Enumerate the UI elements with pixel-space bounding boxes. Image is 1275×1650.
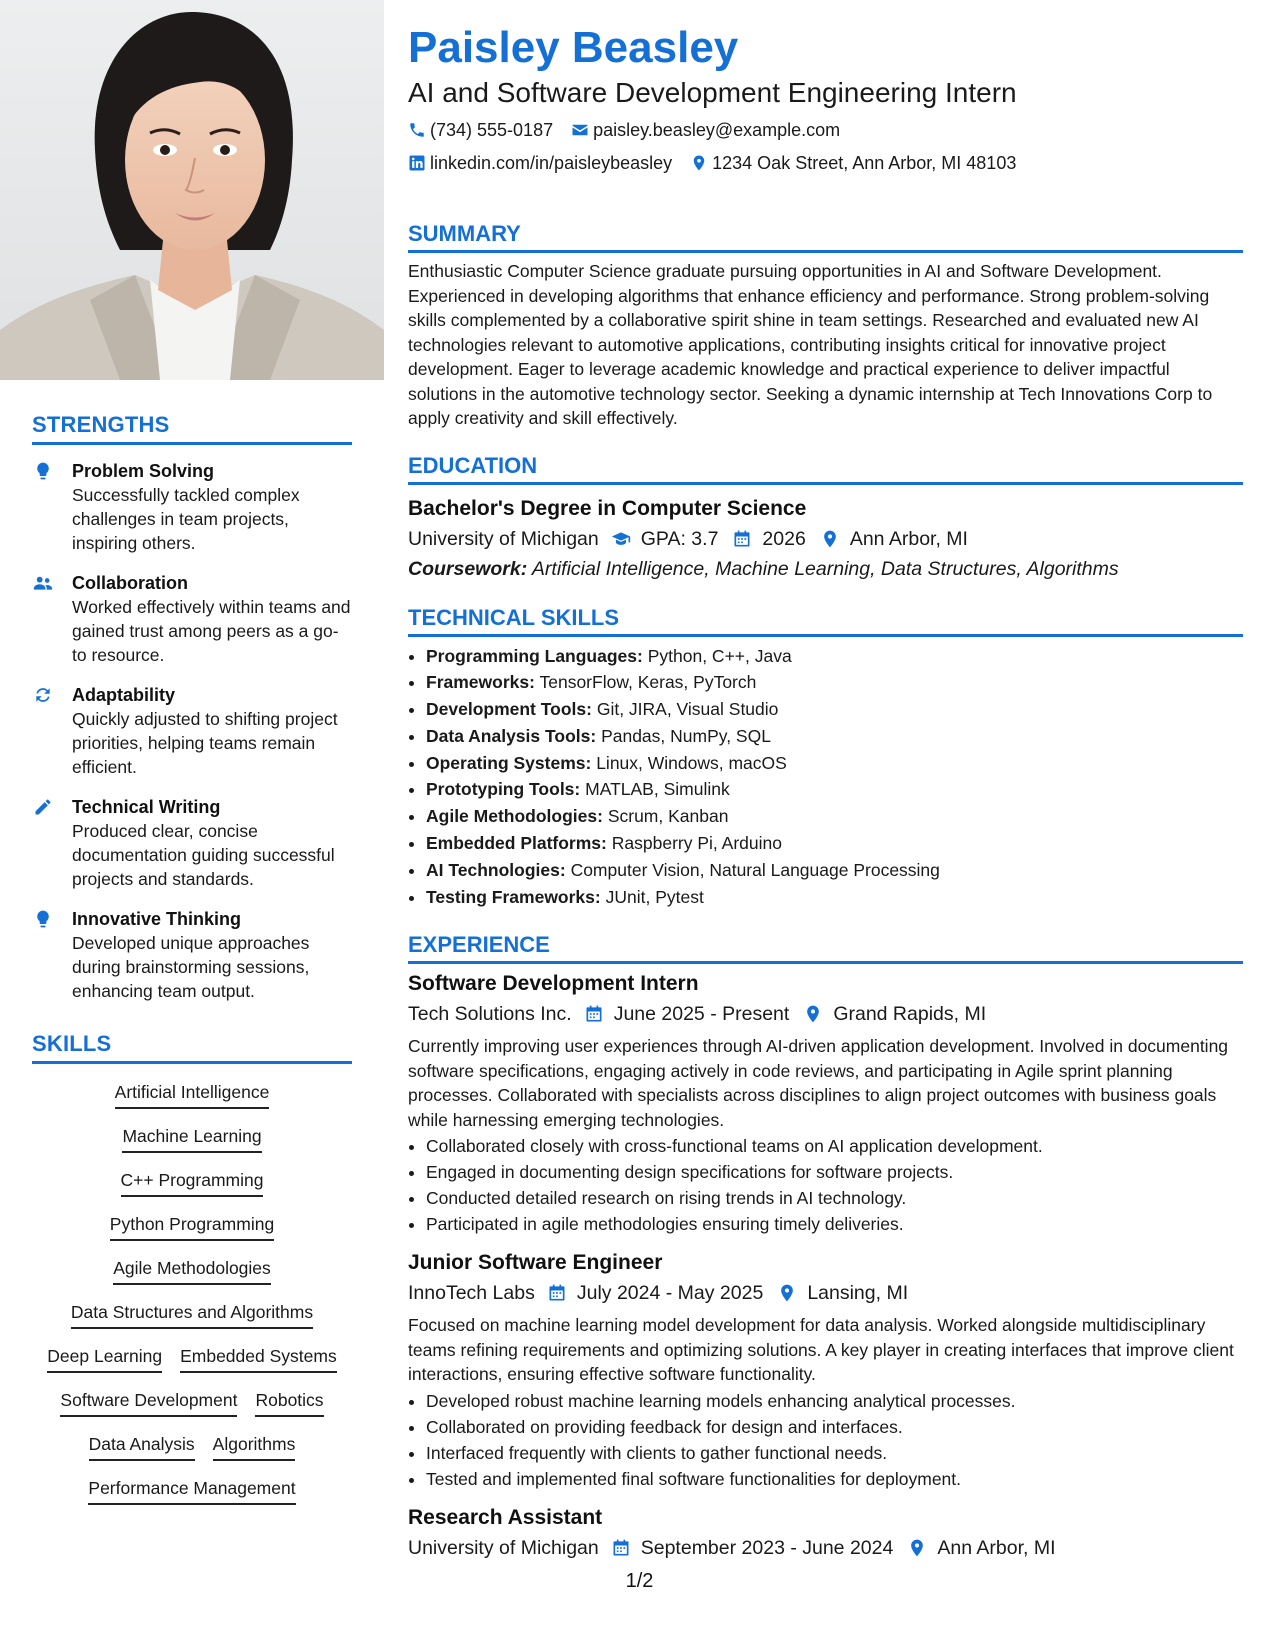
left-content (32, 412, 352, 1520)
skills-row (60, 1388, 323, 1417)
lightbulb-icon (32, 907, 72, 1003)
technical-skills-section (408, 605, 1243, 911)
strength-body (72, 571, 352, 667)
candidate-role: AI and Software Development Engineering Intern (408, 77, 1017, 108)
skills-row (115, 1080, 270, 1109)
technical-skill-value: Git, JIRA, Visual Studio (596, 699, 779, 720)
technical-skill-value: Scrum, Kanban (607, 806, 729, 827)
address-text: 1234 Oak Street, Ann Arbor, MI 48103 (712, 153, 1017, 173)
summary-text: Enthusiastic Computer Science graduate pursuing opportunities in AI and Software Development. Experienced in developing algorithms that enhance efficiency and performance. Strong problem-solving skills complemented by a collaborative spirit shine in team settings. Researched and evaluated new AI technologies relevant to automotive applications, contributing insights critical for innovative project development. Eager to leverage academic knowledge and practical experience to deliver impactful solutions in the automotive technology sector. Seeking a dynamic internship at Tech Innovations Corp to apply creativity and skill effectively. (408, 261, 1213, 428)
technical-skills-list (408, 643, 1243, 911)
job-location: Ann Arbor, MI (907, 1534, 1055, 1562)
strength-item (32, 459, 352, 555)
technical-skill-label: AI Technologies: (426, 859, 566, 880)
company-name: InnoTech Labs (408, 1282, 535, 1305)
address-contact (690, 151, 1016, 175)
page-number: 1/2 (625, 1570, 654, 1592)
calendar-icon (611, 1538, 631, 1558)
skill-tag: Python Programming (110, 1212, 274, 1241)
profile-photo (0, 0, 384, 380)
graduation-cap-icon (611, 529, 631, 549)
skills-row (122, 1124, 261, 1153)
strength-desc: Developed unique approaches during brainstorming sessions, enhancing team output. (72, 933, 310, 1001)
technical-skill-item (426, 669, 1243, 696)
technical-skill-value: MATLAB, Simulink (585, 779, 730, 800)
map-pin-icon (690, 154, 708, 172)
job-bullet: • Collaborated on providing feedback for design and interfaces. (426, 1414, 1243, 1440)
coursework-text: Artificial Intelligence, Machine Learning, Data Structures, Algorithms (531, 557, 1119, 580)
technical-skill-item (426, 857, 1243, 884)
technical-skill-label: Testing Frameworks: (426, 886, 601, 907)
skills-list (32, 1080, 352, 1520)
job-location: Grand Rapids, MI (803, 1000, 986, 1028)
job-summary: Currently improving user experiences through AI-driven application development. Involved in documenting software specifications, engaging actively in code reviews, and participating in Agile sprint planning processes. Collaborated with specialists across disciplines to align project outcomes with business goals while harnessing emerging technologies. (408, 1036, 1229, 1130)
strength-name: Technical Writing (72, 797, 221, 817)
calendar-icon (547, 1283, 567, 1303)
job-bullet: • Participated in agile methodologies ensuring timely deliveries. (426, 1211, 1243, 1237)
company-name: University of Michigan (408, 1536, 599, 1559)
technical-skill-item (426, 643, 1243, 670)
graduation-year: 2026 (732, 525, 805, 553)
technical-skill-item (426, 750, 1243, 777)
skill-tag: Software Development (60, 1388, 237, 1417)
job-bullets (408, 1133, 1243, 1237)
map-pin-icon (803, 1004, 823, 1024)
job-bullets (408, 1388, 1243, 1492)
strength-body (72, 459, 352, 555)
experience-entry (408, 970, 1243, 1237)
strength-item (32, 571, 352, 667)
candidate-name: Paisley Beasley (408, 23, 739, 72)
users-icon (32, 571, 72, 667)
job-title: Research Assistant (408, 1505, 603, 1529)
skills-heading: SKILLS (32, 1031, 352, 1064)
technical-skill-item (426, 696, 1243, 723)
degree-title: Bachelor's Degree in Computer Science (408, 496, 807, 520)
skill-tag: Algorithms (213, 1432, 296, 1461)
job-location: Lansing, MI (777, 1279, 908, 1307)
strength-body (72, 907, 352, 1003)
technical-skill-label: Embedded Platforms: (426, 833, 607, 854)
phone-text: (734) 555-0187 (430, 120, 554, 140)
calendar-icon (732, 529, 752, 549)
calendar-icon (584, 1004, 604, 1024)
skill-tag: Deep Learning (47, 1344, 162, 1373)
skills-row (71, 1300, 313, 1329)
technical-skill-value: JUnit, Pytest (605, 886, 704, 907)
skills-row (89, 1432, 296, 1461)
skill-tag: Data Structures and Algorithms (71, 1300, 313, 1329)
technical-skills-heading: TECHNICAL SKILLS (408, 605, 1243, 637)
education-location: Ann Arbor, MI (820, 525, 968, 553)
email-contact[interactable] (571, 118, 840, 142)
experience-list (408, 970, 1243, 1562)
left-column (0, 0, 384, 1650)
strength-desc: Quickly adjusted to shifting project priorities, helping teams remain efficient. (72, 709, 338, 777)
strengths-heading: STRENGTHS (32, 412, 352, 445)
job-title: Junior Software Engineer (408, 1251, 663, 1275)
skills-row (110, 1212, 274, 1241)
education-section (408, 453, 1243, 583)
skill-tag: Robotics (255, 1388, 323, 1417)
technical-skill-label: Prototyping Tools: (426, 779, 581, 800)
skill-tag: Machine Learning (122, 1124, 261, 1153)
technical-skill-value: Linux, Windows, macOS (596, 752, 787, 773)
job-summary: Focused on machine learning model development for data analysis. Worked alongside multidisciplinary teams refining requirements and optimizing solutions. A key player in creating interfaces that improve client interactions, ensuring effective software functionality. (408, 1315, 1234, 1385)
job-meta (408, 1000, 1243, 1028)
phone-contact (408, 118, 553, 142)
strength-name: Collaboration (72, 573, 188, 593)
refresh-icon (32, 683, 72, 779)
skills-row (88, 1476, 295, 1505)
job-bullet: • Tested and implemented final software functionalities for deployment. (426, 1466, 1243, 1492)
job-dates: June 2025 - Present (584, 1000, 790, 1028)
technical-skill-value: Python, C++, Java (647, 645, 792, 666)
strength-desc: Worked effectively within teams and gained trust among peers as a go-to resource. (72, 597, 351, 665)
skill-tag: Embedded Systems (180, 1344, 337, 1373)
linkedin-icon (408, 154, 426, 172)
job-meta (408, 1279, 1243, 1307)
strength-body (72, 795, 352, 891)
coursework-label: Coursework: (408, 557, 528, 580)
linkedin-text: linkedin.com/in/paisleybeasley (430, 153, 673, 173)
summary-section (408, 221, 1243, 431)
skill-tag: Artificial Intelligence (115, 1080, 270, 1109)
right-column (408, 20, 1243, 1562)
map-pin-icon (777, 1283, 797, 1303)
strength-name: Innovative Thinking (72, 909, 242, 929)
strength-name: Adaptability (72, 685, 176, 705)
technical-skill-label: Agile Methodologies: (426, 806, 603, 827)
envelope-icon (571, 121, 589, 139)
experience-entry (408, 1249, 1243, 1492)
technical-skill-label: Programming Languages: (426, 645, 643, 666)
strength-item (32, 683, 352, 779)
job-meta (408, 1534, 1243, 1562)
strength-desc: Successfully tackled complex challenges in team projects, inspiring others. (72, 485, 300, 553)
technical-skill-label: Data Analysis Tools: (426, 725, 597, 746)
technical-skill-value: Raspberry Pi, Arduino (611, 833, 782, 854)
summary-heading: SUMMARY (408, 221, 1243, 253)
technical-skill-item (426, 723, 1243, 750)
job-bullet: • Developed robust machine learning models enhancing analytical processes. (426, 1388, 1243, 1414)
technical-skill-item (426, 776, 1243, 803)
job-bullet: • Engaged in documenting design specifications for software projects. (426, 1159, 1243, 1185)
strength-item (32, 907, 352, 1003)
experience-heading: EXPERIENCE (408, 932, 1243, 964)
strength-name: Problem Solving (72, 461, 215, 481)
strength-body (72, 683, 352, 779)
strengths-list (32, 459, 352, 1003)
company-name: Tech Solutions Inc. (408, 1003, 572, 1026)
skill-tag: Performance Management (88, 1476, 295, 1505)
technical-skill-value: TensorFlow, Keras, PyTorch (539, 672, 757, 693)
skill-tag: Data Analysis (89, 1432, 195, 1461)
job-dates: September 2023 - June 2024 (611, 1534, 894, 1562)
technical-skill-label: Development Tools: (426, 699, 592, 720)
technical-skill-value: Pandas, NumPy, SQL (601, 725, 771, 746)
skills-row (113, 1256, 271, 1285)
job-bullet: • Collaborated closely with cross-functional teams on AI application development. (426, 1133, 1243, 1159)
experience-section (408, 932, 1243, 1562)
contact-row-1 (408, 118, 1243, 142)
technical-skill-item (426, 830, 1243, 857)
coursework (408, 555, 1243, 583)
pencil-icon (32, 795, 72, 891)
skill-tag: C++ Programming (121, 1168, 264, 1197)
technical-skill-value: Computer Vision, Natural Language Processing (570, 859, 940, 880)
skills-row (47, 1344, 336, 1373)
technical-skill-item (426, 884, 1243, 911)
email-text: paisley.beasley@example.com (593, 120, 841, 140)
lightbulb-icon (32, 459, 72, 555)
map-pin-icon (820, 529, 840, 549)
job-title: Software Development Intern (408, 972, 699, 996)
job-dates: July 2024 - May 2025 (547, 1279, 763, 1307)
experience-entry (408, 1504, 1243, 1562)
phone-icon (408, 121, 426, 139)
technical-skill-label: Operating Systems: (426, 752, 592, 773)
school-name: University of Michigan (408, 527, 599, 550)
map-pin-icon (907, 1538, 927, 1558)
technical-skill-item (426, 803, 1243, 830)
skills-row (121, 1168, 264, 1197)
education-meta (408, 525, 1243, 553)
job-bullet: • Interfaced frequently with clients to gather functional needs. (426, 1440, 1243, 1466)
job-bullet: • Conducted detailed research on rising trends in AI technology. (426, 1185, 1243, 1211)
skill-tag: Agile Methodologies (113, 1256, 271, 1285)
strength-desc: Produced clear, concise documentation guiding successful projects and standards. (72, 821, 335, 889)
contact-row-2 (408, 151, 1243, 175)
strength-item (32, 795, 352, 891)
linkedin-contact[interactable] (408, 151, 672, 175)
education-heading: EDUCATION (408, 453, 1243, 485)
gpa: GPA: 3.7 (611, 525, 719, 553)
technical-skill-label: Frameworks: (426, 672, 535, 693)
